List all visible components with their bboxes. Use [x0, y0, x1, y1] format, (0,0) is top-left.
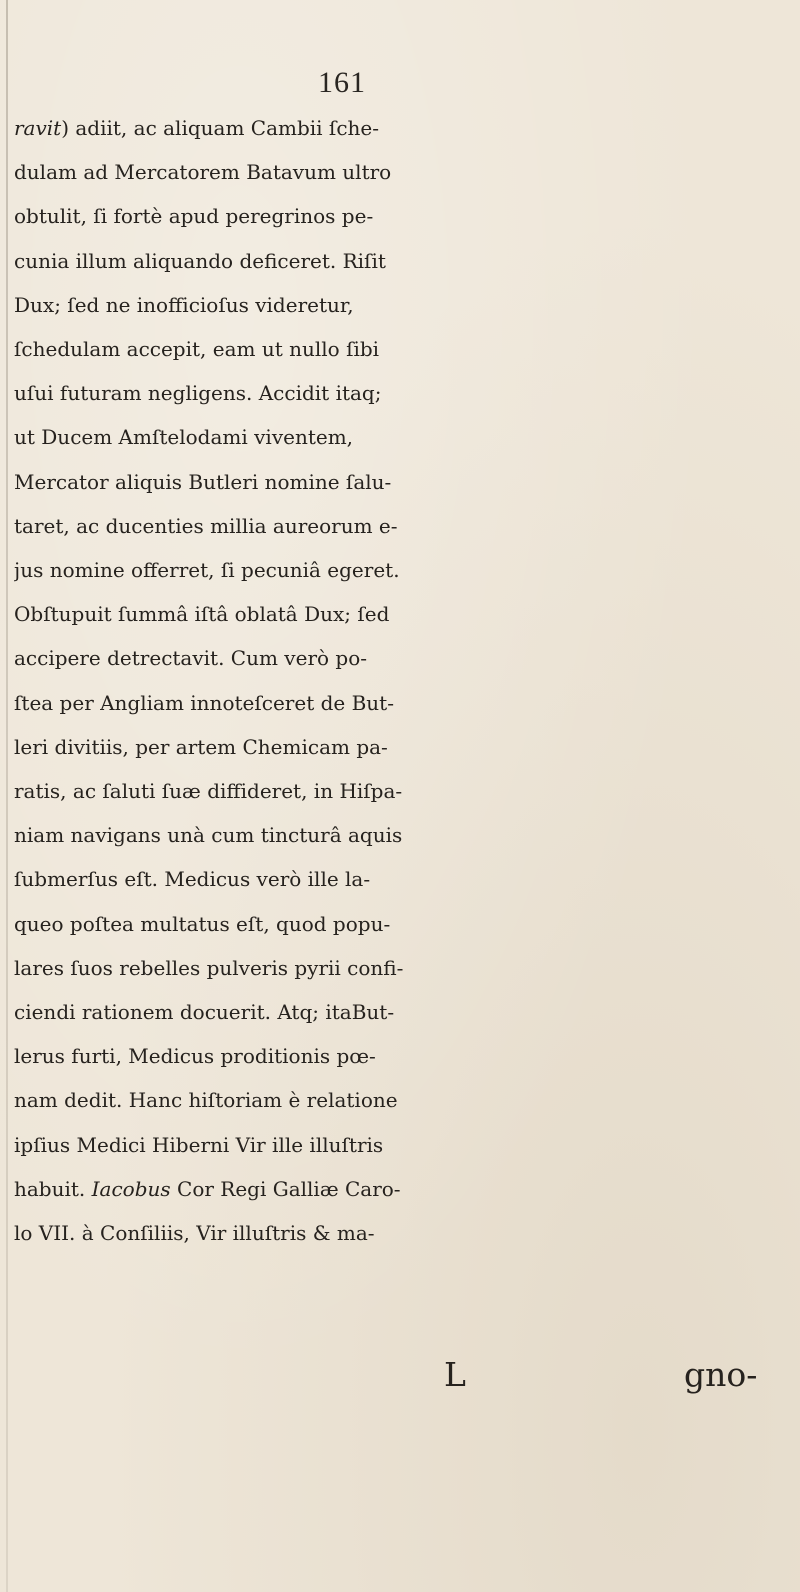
line-text: jus nomine offerret, ſi pecuniâ egeret.	[14, 558, 400, 583]
line-text: nam dedit. Hanc hiſtoriam è relatione	[14, 1088, 398, 1113]
text-line	[14, 813, 794, 857]
line-text: ſchedulam accepit, eam ut nullo ſibi	[14, 337, 380, 362]
text-line	[14, 636, 794, 680]
line-text: Obſtupuit ſummâ iſtâ oblatâ Dux; ſed	[14, 602, 390, 627]
body-text	[14, 106, 794, 1255]
line-text: Dux; ſed ne inofficioſus videretur,	[14, 292, 354, 317]
line-text: taret, ac ducenties millia aureorum e-	[14, 513, 398, 538]
line-text: uſui futuram negligens. Accidit itaq;	[14, 381, 382, 406]
line-text: lerus furti, Medicus proditionis pœ-	[14, 1044, 376, 1069]
text-line	[14, 504, 794, 548]
line-text: ſubmerſus eſt. Medicus verò ille la-	[14, 867, 371, 892]
line-text: queo poſtea multatus eſt, quod popu-	[14, 911, 391, 936]
page-footer	[0, 1355, 800, 1403]
line-text: lo VII. à Conſiliis, Vir illuſtris & ma-	[14, 1221, 375, 1246]
italic-text: Iacobus	[91, 1176, 171, 1201]
text-line	[14, 1123, 794, 1167]
line-text: Mercator aliquis Butleri nomine ſalu-	[14, 469, 392, 494]
line-text: Cor Regi Galliæ Caro-	[170, 1176, 401, 1201]
text-line	[14, 548, 794, 592]
line-text: lares ſuos rebelles pulveris pyrii confi-	[14, 955, 404, 980]
text-line	[14, 725, 794, 769]
line-text: dulam ad Mercatorem Batavum ultro	[14, 160, 392, 185]
text-line	[14, 946, 794, 990]
text-line	[14, 1034, 794, 1078]
text-line	[14, 150, 794, 194]
text-line	[14, 681, 794, 725]
line-text: obtulit, ſi fortè apud peregrinos pe-	[14, 204, 374, 229]
line-text: ut Ducem Amſtelodami viventem,	[14, 425, 354, 450]
italic-text: ravit	[14, 116, 62, 140]
text-line	[14, 327, 794, 371]
text-line	[14, 857, 794, 901]
line-text: ipſius Medici Hiberni Vir ille illuſtris	[14, 1132, 384, 1157]
text-line	[14, 902, 794, 946]
page-edge	[6, 0, 8, 1592]
signature-mark: L	[444, 1355, 466, 1394]
text-line	[14, 106, 794, 150]
line-text: cunia illum aliquando deficeret. Riſit	[14, 248, 386, 273]
line-text: niam navigans unà cum tincturâ aquis	[14, 823, 403, 848]
page-number: 161	[318, 66, 366, 99]
text-line	[14, 371, 794, 415]
line-text: ratis, ac ſaluti ſuæ diffideret, in Hiſpa-	[14, 779, 403, 804]
text-line	[14, 592, 794, 636]
text-line	[14, 460, 794, 504]
text-line	[14, 415, 794, 459]
line-text: leri divitiis, per artem Chemicam pa-	[14, 734, 388, 759]
text-line	[14, 990, 794, 1034]
text-line	[14, 769, 794, 813]
line-text: accipere detrectavit. Cum verò po-	[14, 646, 367, 671]
text-line	[14, 1078, 794, 1122]
text-line	[14, 239, 794, 283]
line-text: ) adiit, ac aliquam Cambii ſche-	[61, 116, 380, 140]
line-text: ſtea per Angliam innoteſceret de But-	[14, 690, 394, 715]
text-line	[14, 1167, 794, 1211]
catchword: gno-	[684, 1355, 758, 1394]
text-line	[14, 194, 794, 238]
line-text: ciendi rationem docuerit. Atq; itaBut-	[14, 1000, 395, 1025]
text-line	[14, 283, 794, 327]
text-line	[14, 1211, 794, 1255]
line-text: habuit.	[14, 1176, 92, 1201]
